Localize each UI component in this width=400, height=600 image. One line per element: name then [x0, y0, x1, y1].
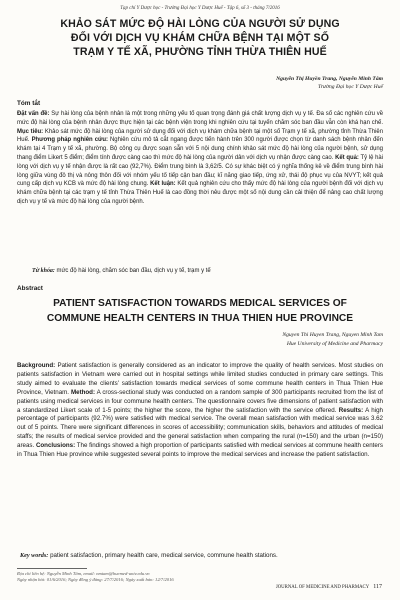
- vn-background-text: Sự hài lòng của bệnh nhân là một trong những yếu tố quan trọng đánh giá chất lượng dịch vụ y tế. Đa số các nghiên cứu về mức độ hài lòng của bệnh nhân được thực hiện tại các bệnh viện trong khi nghiên cứu tại tuyến chăm sóc ban đầu vẫn còn khá hạn chế.: [17, 111, 383, 126]
- vn-objective-label: Mục tiêu:: [17, 128, 44, 135]
- vietnamese-title-line: KHẢO SÁT MỨC ĐỘ HÀI LÒNG CỦA NGƯỜI SỬ DỤNG: [60, 18, 340, 30]
- journal-header: Tạp chí Y Dược học - Trường Đại học Y Dược Huế - Tập 6, số 3 - tháng 7/2016: [120, 6, 280, 11]
- vn-conclusion-label: Kết luận:: [150, 181, 176, 188]
- vietnamese-keywords: [32, 268, 211, 274]
- en-keywords-label: Key words:: [20, 552, 49, 559]
- vietnamese-title-line: TRẠM Y TẾ XÃ, PHƯỜNG TỈNH THỪA THIÊN HUẾ: [73, 46, 327, 58]
- vn-method-text: Nghiên cứu mô tả cắt ngang được tiến hành trên 300 người được chọn từ danh sách bệnh nhân đến khám tại 4 Trạm y tế xã, phường. Bộ công cụ được soạn sẵn với 5 nội dung chính khảo sát mức độ hài lòng của người bệnh, sử dụng thang điểm Likert 5 điểm; điểm tính được càng cao thì mức độ hài lòng của người dân với dịch vụ nhận được càng cao.: [17, 137, 383, 161]
- english-keywords: [20, 552, 278, 559]
- page-footer: [276, 584, 382, 590]
- vietnamese-abstract-body: [17, 110, 383, 207]
- footer-journal-name: JOURNAL OF MEDICINE AND PHARMACY: [275, 585, 370, 590]
- en-background-label: Background:: [17, 362, 56, 369]
- page-number: 117: [373, 584, 382, 590]
- english-title-line: PATIENT SATISFACTION TOWARDS MEDICAL SERVICES OF: [53, 298, 347, 309]
- vn-conclusion-text: Kết quả nghiên cứu cho thấy mức độ hài lòng của người bệnh đối với dịch vụ khám chữa bệnh tại các trạm y tế tỉnh Thừa Thiên Huế là cao đồng thời nêu được một số nội dung cần cải thiện để nâng cao chất lượng dịch vụ y tế và mức độ hài lòng của người bệnh.: [17, 181, 384, 205]
- vn-method-label: Phương pháp nghiên cứu:: [31, 137, 108, 144]
- vn-keywords-text: mức độ hài lòng, chăm sóc ban đầu, dịch vụ y tế, trạm y tế: [54, 268, 211, 274]
- en-method-text: A cross-sectional study was conducted on a random sample of 300 participants recruited from the list of patients using medical services in four commune health centers. The questionnaire covers five dimensions of patient satisfaction with a standardized Likert scale of 1-5 points; the higher the score, the higher the satisfaction with the service offered.: [17, 388, 383, 414]
- en-background-text: Patient satisfaction is generally considered as an indicator to improve the quality of health services. Most studies on patients satisfaction in Vietnam were carried out in hospital settings while limited studies conducted in primary care settings. This study aimed to evaluate the clients' satisfaction towards medical services of some commune health centers in Thua Thien Hue Province, Vietnam.: [17, 362, 383, 396]
- vn-keywords-label: Từ khóa:: [32, 268, 55, 274]
- en-keywords-text: patient satisfaction, primary health care, medical service, commune health stations.: [48, 552, 278, 559]
- english-abstract-body: [17, 362, 383, 460]
- vietnamese-title-line: ĐỐI VỚI DỊCH VỤ KHÁM CHỮA BỆNH TẠI MỘT SỐ: [70, 32, 330, 44]
- vn-result-label: Kết quả:: [335, 154, 359, 161]
- english-abstract-heading: Abstract: [17, 285, 43, 292]
- vietnamese-affiliation: Trường Đại học Y Dược Huế: [317, 84, 383, 90]
- english-title: [20, 296, 380, 326]
- footnote-contact: Địa chỉ liên hệ: Nguyễn Minh Tâm, email: nmtam@huemed-univ.edu.vn: [17, 571, 150, 576]
- vietnamese-authors: Nguyễn Thị Huyền Trang, Nguyễn Minh Tâm: [276, 76, 383, 82]
- en-conclusions-label: Conclusions:: [35, 442, 76, 450]
- english-affiliation: Hue University of Medicine and Pharmacy: [286, 341, 383, 347]
- en-results-label: Results:: [338, 406, 364, 414]
- vietnamese-title: [20, 17, 380, 59]
- en-results-text: A high percentage of participants (92.7%) were satisfied with medical service. The overall mean satisfaction with medical service was 3.62 out of 5 points. There were significant differences in scores of accessibility; communication skills, behaviors and attitudes of medical staffs; the results of medical service provided and the general satisfaction when comparing the rural (n=150) and the urban (n=150) areas.: [17, 406, 383, 450]
- vietnamese-abstract-heading: Tóm tắt: [17, 100, 41, 107]
- footnote-dates: Ngày nhận bài: 01/6/2016; Ngày đồng ý đăng: 27/7/2016; Ngày xuất bản: 12/7/2016: [17, 577, 174, 582]
- footnote-divider: [17, 568, 87, 569]
- english-authors: Nguyen Thi Huyen Trang, Nguyen Minh Tam: [282, 332, 383, 338]
- english-title-line: COMMUNE HEALTH CENTERS IN THUA THIEN HUE PROVINCE: [46, 313, 354, 324]
- vn-objective-text: Khảo sát mức độ hài lòng của người sử dụng đối với dịch vụ khám chữa bệnh tại một số Trạm y tế xã, phường tỉnh Thừa Thiên Huế.: [17, 128, 384, 144]
- en-method-label: Method:: [70, 388, 96, 396]
- vn-background-label: Đặt vấn đề:: [17, 111, 50, 117]
- en-conclusions-text: The findings showed a high proportion of participants satisfied with medical services at commune health centers in Thua Thien Hue province while suggested several points to improve the medical services and increase the patient satisfaction.: [17, 442, 383, 459]
- vn-result-text: Tỷ lệ hài lòng với dịch vụ y tế nhận được là rất cao (92,7%). Điểm trung bình là 3,62/5. Có sự khác biệt có ý nghĩa thống kê về điểm trung bình hài lòng giữa vùng đô thị và nông thôn đối với nhóm yếu tố tiếp cận ban đầu; kĩ năng giao tiếp, ứng xử, thái độ phục vụ của NVYT; kết quả cung cấp dịch vụ KCB và mức độ hài lòng chung.: [17, 154, 384, 188]
- footnote: [17, 571, 174, 583]
